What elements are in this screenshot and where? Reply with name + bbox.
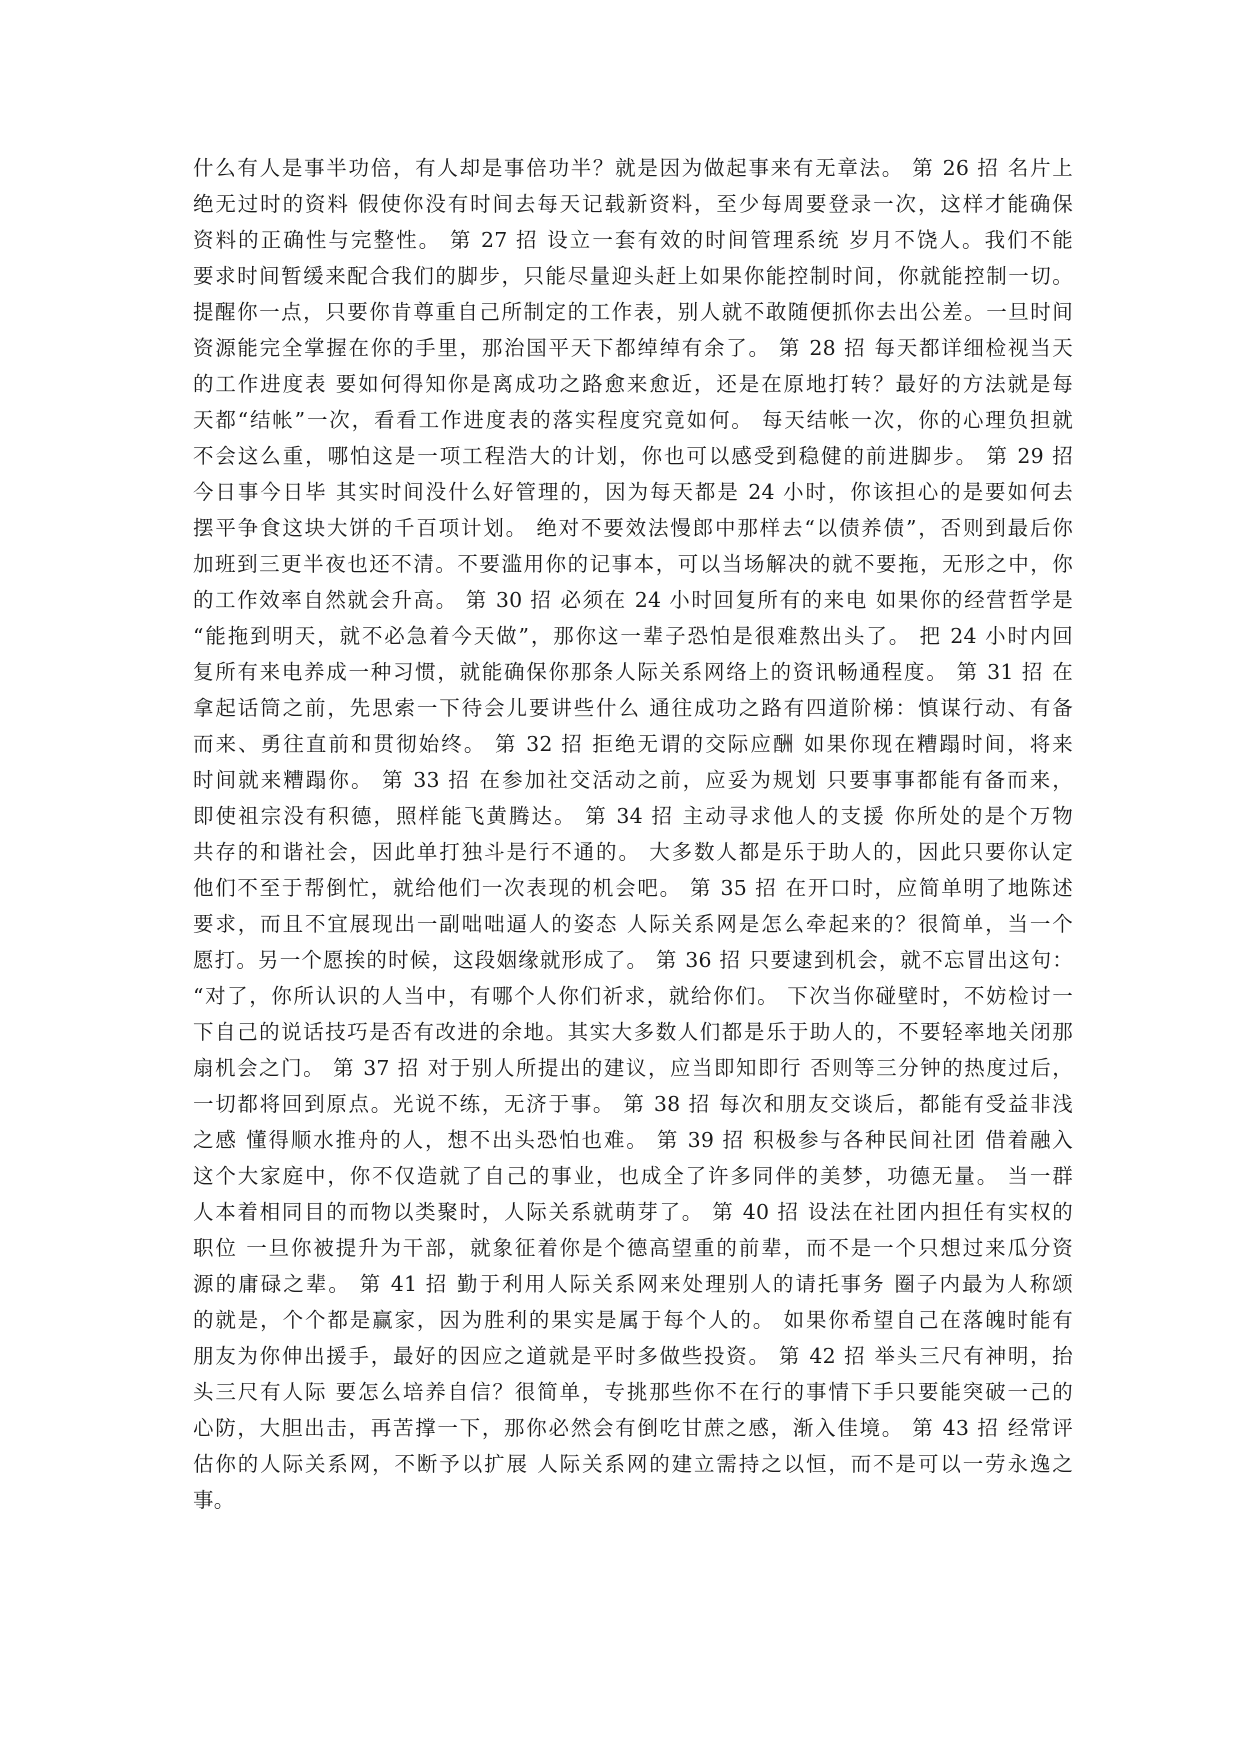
text-line: 天都“结帐”一次，看看工作进度表的落实程度究竟如何。 每天结帐一次，你的心理负担就 [193,408,1073,432]
text-line: 加班到三更半夜也还不清。不要滥用你的记事本，可以当场解决的就不要拖，无形之中，你 [193,552,1073,576]
text-line: 人本着相同目的而物以类聚时，人际关系就萌芽了。 第 40 招 设法在社团内担任有实权的 [193,1200,1073,1224]
text-line: 这个大家庭中，你不仅造就了自己的事业，也成全了许多同伴的美梦，功德无量。 当一群 [193,1164,1073,1188]
text-line: “对了，你所认识的人当中，有哪个人你们祈求，就给你们。 下次当你碰壁时，不妨检讨一 [193,984,1073,1008]
text-line: 绝无过时的资料 假使你没有时间去每天记载新资料，至少每周要登录一次，这样才能确保 [193,192,1073,216]
text-line: 他们不至于帮倒忙，就给他们一次表现的机会吧。 第 35 招 在开口时，应简单明了地陈述 [193,876,1073,900]
text-line: 之感 懂得顺水推舟的人，想不出头恐怕也难。 第 39 招 积极参与各种民间社团 借着融入 [193,1128,1073,1152]
text-line: 共存的和谐社会，因此单打独斗是行不通的。 大多数人都是乐于助人的，因此只要你认定 [193,840,1073,864]
text-line: 资源能完全掌握在你的手里，那治国平天下都绰绰有余了。 第 28 招 每天都详细检视当天 [193,336,1073,360]
text-line: 拿起话筒之前，先思索一下待会儿要讲些什么 通往成功之路有四道阶梯：慎谋行动、有备 [193,696,1073,720]
text-line: 朋友为你伸出援手，最好的因应之道就是平时多做些投资。 第 42 招 举头三尺有神明，抬 [193,1344,1073,1368]
text-line: 而来、勇往直前和贯彻始终。 第 32 招 拒绝无谓的交际应酬 如果你现在糟蹋时间，将来 [193,732,1073,756]
text-line: 资料的正确性与完整性。 第 27 招 设立一套有效的时间管理系统 岁月不饶人。我们不能 [193,228,1073,252]
text-line: 愿打。另一个愿挨的时候，这段姻缘就形成了。 第 36 招 只要逮到机会，就不忘冒出这句： [193,948,1073,972]
text-line: 今日事今日毕 其实时间没什么好管理的，因为每天都是 24 小时，你该担心的是要如何去 [193,480,1073,504]
text-line: 提醒你一点，只要你肯尊重自己所制定的工作表，别人就不敢随便抓你去出公差。一旦时间 [193,300,1073,324]
text-line: 一切都将回到原点。光说不练，无济于事。 第 38 招 每次和朋友交谈后，都能有受益非浅 [193,1092,1073,1116]
text-line: 扇机会之门。 第 37 招 对于别人所提出的建议，应当即知即行 否则等三分钟的热度过后， [193,1056,1073,1080]
text-line: 时间就来糟蹋你。 第 33 招 在参加社交活动之前，应妥为规划 只要事事都能有备而来， [193,768,1073,792]
text-line: 要求时间暂缓来配合我们的脚步，只能尽量迎头赶上如果你能控制时间，你就能控制一切。 [193,264,1073,288]
text-line: “能拖到明天，就不必急着今天做”，那你这一辈子恐怕是很难熬出头了。 把 24 小时内回 [193,624,1073,648]
text-line: 什么有人是事半功倍，有人却是事倍功半？就是因为做起事来有无章法。 第 26 招 名片上 [193,156,1073,180]
text-line: 头三尺有人际 要怎么培养自信？很简单，专挑那些你不在行的事情下手只要能突破一己的 [193,1380,1073,1404]
text-line: 事。 [193,1488,235,1512]
text-line: 不会这么重，哪怕这是一项工程浩大的计划，你也可以感受到稳健的前进脚步。 第 29 招 [193,444,1073,468]
body-text [193,150,1073,1518]
text-line: 下自己的说话技巧是否有改进的余地。其实大多数人们都是乐于助人的，不要轻率地关闭那 [193,1020,1073,1044]
text-line: 摆平争食这块大饼的千百项计划。 绝对不要效法慢郎中那样去“以债养债”，否则到最后你 [193,516,1073,540]
text-line: 即使祖宗没有积德，照样能飞黄腾达。 第 34 招 主动寻求他人的支援 你所处的是个万物 [193,804,1073,828]
text-line: 要求，而且不宜展现出一副咄咄逼人的姿态 人际关系网是怎么牵起来的？很简单，当一个 [193,912,1073,936]
text-line: 心防，大胆出击，再苦撑一下，那你必然会有倒吃甘蔗之感，渐入佳境。 第 43 招 经常评 [193,1416,1073,1440]
text-line: 估你的人际关系网，不断予以扩展 人际关系网的建立需持之以恒，而不是可以一劳永逸之 [193,1452,1073,1476]
text-line: 的就是，个个都是赢家，因为胜利的果实是属于每个人的。 如果你希望自己在落魄时能有 [193,1308,1073,1332]
text-line: 的工作效率自然就会升高。 第 30 招 必须在 24 小时回复所有的来电 如果你的经营哲学是 [193,588,1073,612]
text-line: 职位 一旦你被提升为干部，就象征着你是个德高望重的前辈，而不是一个只想过来瓜分资 [193,1236,1073,1260]
text-line: 源的庸碌之辈。 第 41 招 勤于利用人际关系网来处理别人的请托事务 圈子内最为人称颂 [193,1272,1073,1296]
text-line: 的工作进度表 要如何得知你是离成功之路愈来愈近，还是在原地打转？最好的方法就是每 [193,372,1073,396]
text-line: 复所有来电养成一种习惯，就能确保你那条人际关系网络上的资讯畅通程度。 第 31 招 在 [193,660,1073,684]
